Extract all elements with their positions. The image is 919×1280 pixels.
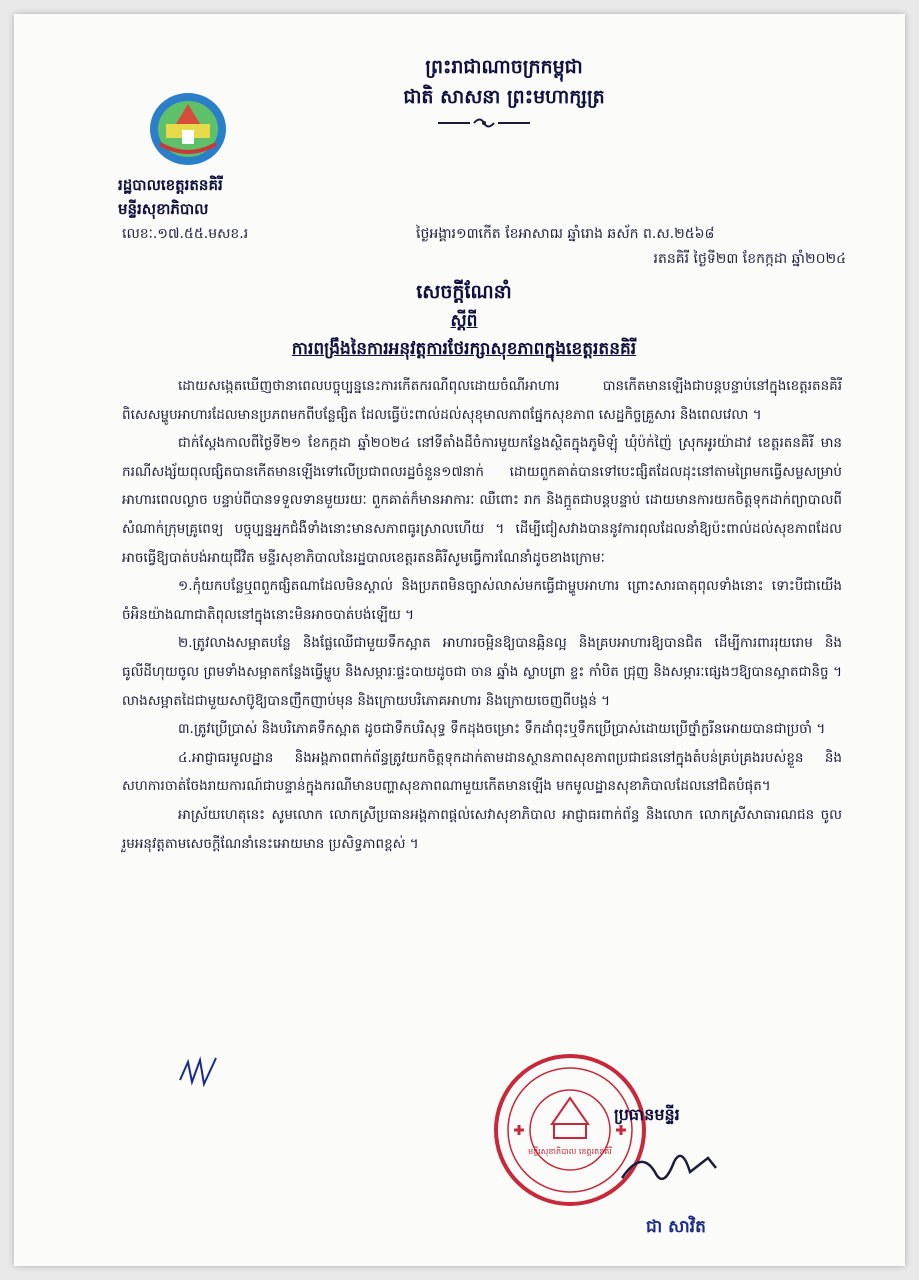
- reference-number: លេខៈ.១៧.៥៥.មសខ.រ: [122, 226, 249, 242]
- document-subtitle: ស្ដីពី: [450, 311, 478, 331]
- handwritten-signature-icon: [612, 1138, 732, 1198]
- document-topic: ការពង្រឹងនៃការអនុវត្តការថែរក្សាសុខភាពក្នុងខេត្តរតនគិរី: [291, 339, 637, 359]
- instruction-item-1: ១.កុំយកបន្លែឬពពួកផ្សិតណាដែលមិនស្គាល់ និងប្រភពមិនច្បាស់លាស់មកធ្វើជាម្ហូបអាហារ ព្រោះសារធាតុពុលទាំងនោះ ទោះបីជាយើងចំអិនយ៉ាងណាជាតិពុលនៅក្នុងនោះមិនអាចបាត់បង់ឡើយ ។: [122, 578, 842, 623]
- instruction-item-4: ៤.អាជ្ញាធរមូលដ្ឋាន និងអង្គភាពពាក់ព័ន្ធត្រូវយកចិត្តទុកដាក់តាមដានស្ថានភាពសុខភាពប្រជាជននៅក្នុងតំបន់គ្រប់គ្រងរបស់ខ្លួន និងសហការចាត់ចែងរាយការណ៍ជាបន្ទាន់ក្នុងករណីមានបញ្ហាសុខភាពណាមួយកើតមានឡើង មកមូលដ្ឋានសុខាភិបាលដែលនៅជិតបំផុត។: [122, 749, 842, 795]
- initials-mark-icon: [176, 1054, 226, 1088]
- document-title: សេចក្ដីណែនាំ: [416, 281, 512, 303]
- signatory-position: ប្រធានមន្ទីរ: [614, 1105, 680, 1124]
- document-body: [122, 372, 842, 858]
- department-label: មន្ទីរសុខាភិបាល: [118, 200, 209, 218]
- ministry-logo-icon: [146, 90, 230, 168]
- national-motto: ជាតិ សាសនា ព្រះមហាក្សត្រ: [403, 86, 605, 108]
- paragraph-incident: ជាក់ស្ដែងកាលពីថ្ងៃទី២១ ខែកក្កដា ឆ្នាំ២០២៤ នៅទីតាំងដីចំការមួយកន្លែងស្ថិតក្នុងភូមិឡុំ ឃុំប៉ក់ញ៉ៃ ស្រុកអូរយ៉ាដាវ ខេត្តរតនគិរី មានករណីសង្ស័យពុលផ្សិតបានកើតមានឡើងទៅលើប្រជាពលរដ្ឋចំនួន១៧នាក់ ដោយពួកគាត់បានទៅបេះផ្សិតដែលដុះនៅតាមព្រៃមកធ្វើសម្លសម្រាប់អាហារពេលល្ងាច បន្ទាប់ពីបានទទួលទានមួយរយៈ ពួកគាត់ក៏មានអាការៈ ឈឺពោះ រាក និងក្អួតជាបន្តបន្ទាប់ ដោយមានការយកចិត្តទុកដាក់ព្យាបាលពីសំណាក់ក្រុមគ្រូពេទ្យ បច្ចុប្បន្នអ្នកជំងឺទាំងនោះមានសភាពធូរស្រាលហើយ ។ ដើម្បីជៀសវាងបាននូវការពុលដែលនាំឱ្យប៉ះពាល់ដល់សុខភាពដែលអាចធ្វើឱ្យបាត់បង់អាយុជីវិត មន្ទីរសុខាភិបាលនៃរដ្ឋបាលខេត្តរតនគិរីសូមធ្វើការណែនាំដូចខាងក្រោមៈ: [122, 435, 842, 566]
- solar-date: រតនគិរី ថ្ងៃទី២៣ ខែកក្កដា ឆ្នាំ២០២៤: [653, 251, 846, 267]
- province-admin-label: រដ្ឋបាលខេត្តរតនគិរី: [118, 176, 223, 194]
- signatory-name: ជា សាវិត: [646, 1217, 706, 1237]
- document-page: [14, 14, 905, 1266]
- paragraph-closing: អាស្រ័យហេតុនេះ សូមលោក លោកស្រីប្រធានអង្គភាពផ្ដល់សេវាសុខាភិបាល អាជ្ញាធរពាក់ព័ន្ធ និងលោក លោកស្រីសាធារណជន ចូលរួមអនុវត្តតាមសេចក្ដីណែនាំនេះអោយមាន ប្រសិទ្ធភាពខ្ពស់ ។: [122, 806, 842, 852]
- paragraph-intro: ដោយសង្កេតឃើញថានាពេលបច្ចុប្បន្ននេះការកើតករណីពុលដោយចំណីអាហារ បានកើតមានឡើងជាបន្តបន្ទាប់នៅក្នុងខេត្តរតនគិរី ពិសេសម្ហូបអាហារដែលមានប្រភពមកពីបន្លែផ្សិត ដែលធ្វើប៉ះពាល់ដល់សុខុមាលភាពផ្នែកសុខភាព សេដ្ឋកិច្ចគ្រួសារ និងពេលវេលា ។: [122, 378, 842, 423]
- kingdom-heading: ព្រះរាជាណាចក្រកម្ពុជា: [425, 56, 583, 78]
- instruction-item-3: ៣.ត្រូវប្រើប្រាស់ និងបរិភោគទឹកស្អាត ដូចជាទឹកបរិសុទ្ធ ទឹកដុងចម្រោះ ទឹកដាំពុះឬទឹកប្រើប្រាស់ដោយប្រើថ្នាំក្លរីនអោយបានជាប្រចាំ ។: [178, 721, 826, 738]
- lunar-date: ថ្ងៃអង្គារ១៣កើត ខែអាសាឍ ឆ្នាំរោង ឆស័ក ព.ស.២៥៦៨: [416, 226, 715, 242]
- stamp-text: មន្ទីរសុខាភិបាល ខេត្តរតនគិរី: [528, 1147, 612, 1156]
- ornament-divider-icon: [434, 116, 534, 130]
- instruction-item-2: ២.ត្រូវលាងសម្អាតបន្លែ និងផ្លែឈើជាមួយទឹកស្អាត អាហារចម្អិនឱ្យបានឆ្អិនល្អ និងគ្របអាហារឱ្យបានជិត ដើម្បីការពាររុយរោម និងធូលីដីហុយចូល ព្រមទាំងសម្អាតកន្លែងធ្វើម្ហូប និងសម្ភារៈផ្ទះបាយដូចជា ចាន ឆ្នាំង ស្លាបព្រា ខ្ទះ កាំបិត ជ្រុញ និងសម្ភារៈផ្សេងៗឱ្យបានស្អាតជានិច្ច ។ លាងសម្អាតដៃជាមួយសាប៊ូឱ្យបានញឹកញាប់មុន និងក្រោយបរិភោគអាហារ និងក្រោយចេញពីបង្គន់ ។: [122, 635, 842, 709]
